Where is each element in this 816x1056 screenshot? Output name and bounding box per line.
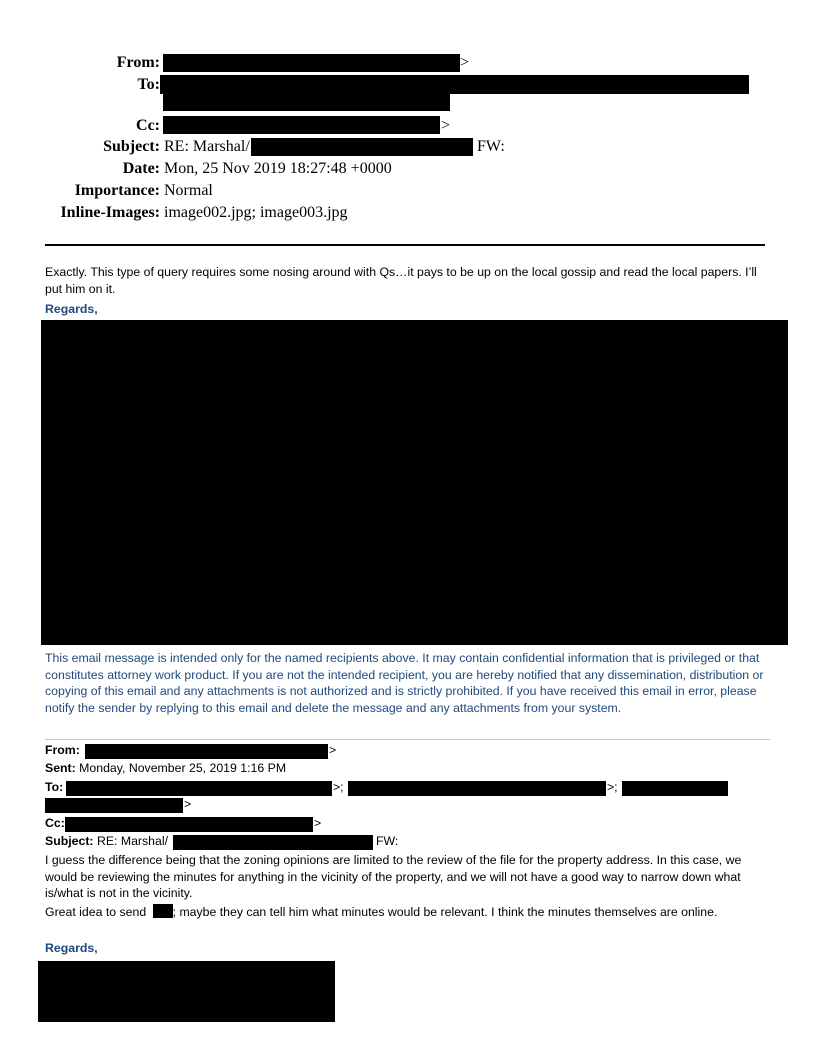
redaction-subject (251, 138, 473, 156)
subject-suffix: FW: (477, 138, 505, 155)
regards-label: Regards, (45, 302, 98, 316)
quoted-sent-label: Sent: (45, 761, 76, 775)
quoted-from-label: From: (45, 743, 80, 757)
quoted-to-sep-1: >; (333, 780, 344, 794)
subject-prefix: RE: Marshal/ (164, 138, 250, 155)
redaction-quoted-cc (65, 817, 313, 832)
quoted-paragraph-2 (45, 904, 772, 921)
inline-images-label: Inline-Images: (60, 204, 160, 221)
redaction-to-line1 (160, 75, 749, 94)
quoted-from-suffix: > (329, 743, 337, 757)
cc-label: Cc: (136, 117, 160, 134)
redaction-signature-block (41, 320, 788, 645)
subject-label: Subject: (103, 138, 160, 155)
message-text: Exactly. This type of query requires some nosing around with Qs…it pays to be up on the local gossip and read the local papers. I’ll put him on it. (45, 265, 757, 296)
quoted-divider (45, 739, 770, 740)
importance-value: Normal (164, 182, 213, 199)
redaction-quoted-to-1 (66, 781, 332, 796)
quoted-subject-prefix: RE: Marshal/ (96, 834, 169, 848)
inline-images-value: image002.jpg; image003.jpg (164, 204, 348, 221)
redaction-from (163, 54, 460, 72)
redaction-cc (163, 116, 440, 134)
from-label: From: (116, 54, 160, 71)
quoted-regards-label: Regards, (45, 941, 98, 955)
quoted-cc-label: Cc: (45, 816, 65, 830)
quoted-cc-suffix: > (314, 816, 322, 830)
quoted-sent (45, 761, 286, 775)
importance-label: Importance: (74, 182, 160, 199)
to-label: To: (137, 76, 160, 93)
redaction-quoted-to-4 (45, 798, 183, 813)
from-suffix: > (460, 54, 470, 71)
header-divider (45, 244, 765, 246)
quoted-subject-line (45, 834, 168, 848)
quoted-paragraph-1: I guess the difference being that the zoning opinions are limited to the review of the file for the property address. In this case, we would be reviewing the minutes for anything in the vicinity of the property, and we will not have a good way to narrow down what is/what is not in the vicinity. (45, 853, 742, 901)
quoted-sent-value: Monday, November 25, 2019 1:16 PM (79, 761, 287, 775)
quoted-to-suffix: > (184, 797, 192, 811)
quoted-subject-suffix: FW: (376, 834, 399, 848)
redaction-inline-name (153, 904, 173, 918)
redaction-quoted-to-3 (622, 781, 728, 796)
redaction-quoted-signature (38, 961, 335, 1022)
redaction-quoted-from (85, 744, 328, 759)
date-label: Date: (122, 160, 160, 177)
redaction-quoted-to-2 (348, 781, 606, 796)
quoted-to-label: To: (45, 780, 64, 794)
quoted-subject-label: Subject: (45, 834, 94, 848)
redaction-to-line2 (163, 94, 450, 111)
quoted-to-sep-2: >; (607, 780, 618, 794)
quoted-paragraph-2-start: Great idea to send (45, 905, 147, 919)
quoted-paragraph-2-end: ; maybe they can tell him what minutes would be relevant. I think the minutes themselves are online. (172, 905, 718, 919)
disclaimer-text: This email message is intended only for the named recipients above. It may contain confidential information that is privileged or that constitutes attorney work product. If you are not the intended recipient, you are hereby notified that any dissemination, distribution or copying of this email and any attachments is not authorized and is strictly prohibited. If you have received this email in error, please notify the sender by replying to this email and delete the message and any attachments from your system. (45, 651, 764, 715)
cc-suffix: > (441, 117, 451, 134)
redaction-quoted-subject (173, 835, 373, 850)
date-value: Mon, 25 Nov 2019 18:27:48 +0000 (164, 160, 392, 177)
